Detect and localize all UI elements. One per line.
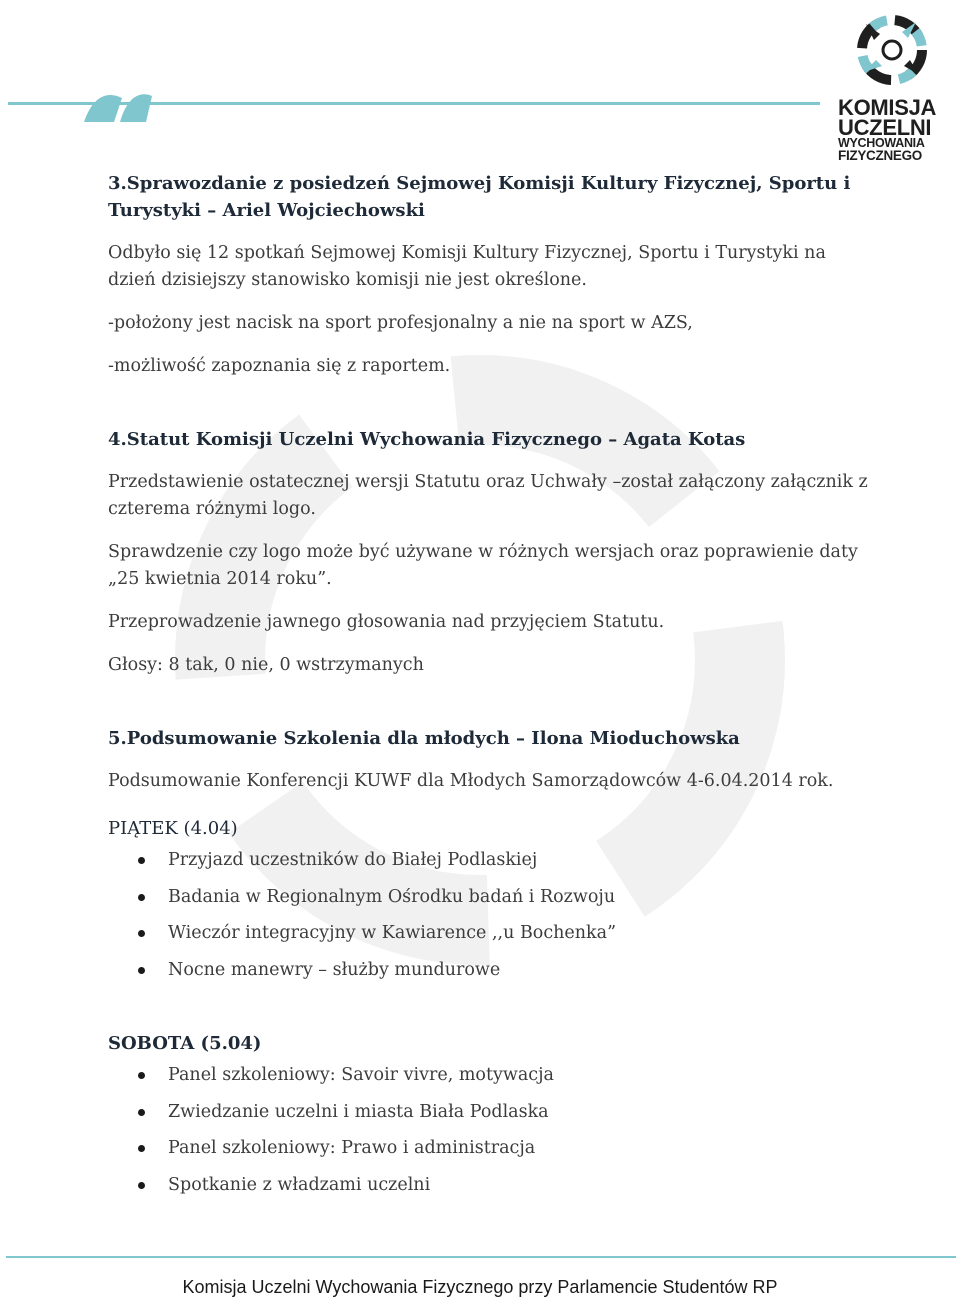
bullet-icon — [138, 1109, 145, 1116]
bullet-icon — [138, 930, 145, 937]
list-item: Wieczór integracyjny w Kawiarence ,,u Bochenka” — [108, 915, 868, 952]
bullet-icon — [138, 1072, 145, 1079]
saturday-heading: SOBOTA (5.04) — [108, 1033, 262, 1054]
footer-divider — [6, 1256, 956, 1258]
friday-list — [108, 842, 868, 988]
bullet-icon — [138, 1182, 145, 1189]
section5-heading: 5.Podsumowanie Szkolenia dla młodych – Ilona Mioduchowska — [108, 728, 740, 749]
section5-paragraph1: Podsumowanie Konferencji KUWF dla Młodych Samorządowców 4-6.04.2014 rok. — [108, 771, 834, 791]
section4-paragraph1: Przedstawienie ostatecznej wersji Statutu oraz Uchwały –został załączony załącznik z czterema różnymi logo. — [108, 472, 868, 519]
bullet-icon — [138, 1145, 145, 1152]
section3-paragraph3: -możliwość zapoznania się z raportem. — [108, 356, 451, 376]
list-item: Panel szkoleniowy: Prawo i administracja — [108, 1130, 868, 1167]
section4-heading: 4.Statut Komisji Uczelni Wychowania Fizycznego – Agata Kotas — [108, 429, 746, 450]
section4-paragraph2: Sprawdzenie czy logo może być używane w różnych wersjach oraz poprawienie daty „25 kwietnia 2014 roku”. — [108, 542, 858, 589]
page-footer: Komisja Uczelni Wychowania Fizycznego przy Parlamencie Studentów RP — [182, 1277, 778, 1297]
friday-heading: PIĄTEK (4.04) — [108, 818, 238, 839]
document-body — [108, 170, 868, 1203]
list-item: Przyjazd uczestników do Białej Podlaskiej — [108, 842, 868, 879]
saturday-list — [108, 1057, 868, 1203]
bullet-icon — [138, 857, 145, 864]
section4-votes: Głosy: 8 tak, 0 nie, 0 wstrzymanych — [108, 655, 424, 675]
list-item: Panel szkoleniowy: Savoir vivre, motywacja — [108, 1057, 868, 1094]
list-item: Badania w Regionalnym Ośrodku badań i Rozwoju — [108, 879, 868, 916]
list-item: Nocne manewry – służby mundurowe — [108, 952, 868, 989]
bullet-icon — [138, 894, 145, 901]
logo-text-line1: KOMISJA — [838, 95, 937, 120]
section3-heading: 3.Sprawozdanie z posiedzeń Sejmowej Komisji Kultury Fizycznej, Sportu i Turystyki – Ariel Wojciechowski — [108, 173, 851, 221]
logo-text-line3: WYCHOWANIA — [838, 136, 925, 151]
section3-paragraph2: -położony jest nacisk na sport profesjonalny a nie na sport w AZS, — [108, 313, 693, 333]
kuwf-logo — [838, 4, 950, 162]
section4-paragraph3: Przeprowadzenie jawnego głosowania nad przyjęciem Statutu. — [108, 612, 665, 632]
hands-emblem-icon — [846, 4, 938, 96]
header-swoosh-icon — [80, 84, 170, 124]
list-item: Spotkanie z władzami uczelni — [108, 1167, 868, 1204]
logo-text-line2: UCZELNI — [838, 115, 932, 141]
bullet-icon — [138, 967, 145, 974]
logo-text-line4: FIZYCZNEGO — [838, 147, 922, 163]
list-item: Zwiedzanie uczelni i miasta Biała Podlaska — [108, 1094, 868, 1131]
section3-paragraph1: Odbyło się 12 spotkań Sejmowej Komisji Kultury Fizycznej, Sportu i Turystyki na dzień dzisiejszy stanowisko komisji nie jest określone. — [108, 243, 826, 290]
